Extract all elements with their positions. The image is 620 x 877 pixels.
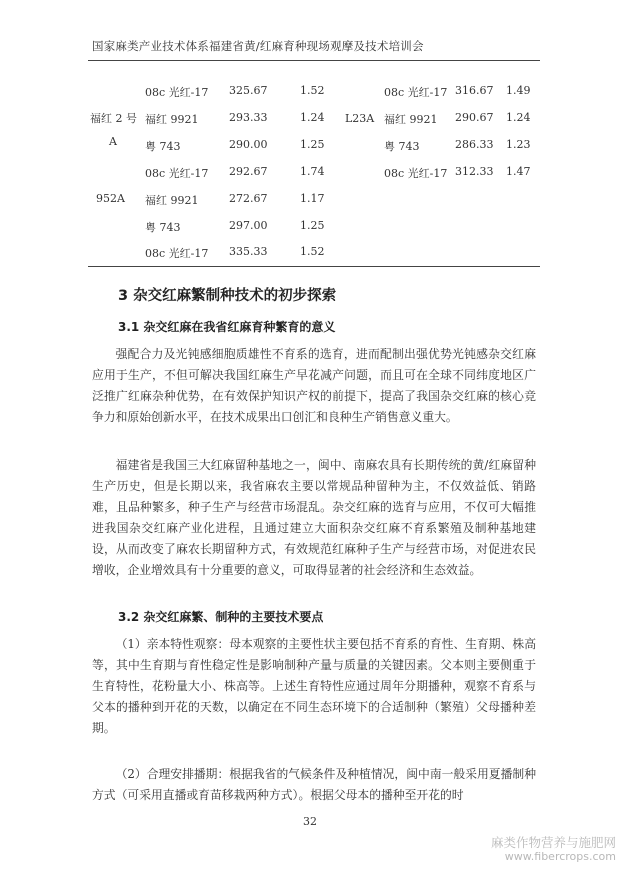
table-cell-ratio: 1.49 xyxy=(506,84,531,97)
table-cell-value: 293.33 xyxy=(229,111,268,124)
table-cell-ratio: 1.74 xyxy=(300,165,325,178)
table-cell-value: 312.33 xyxy=(455,165,494,178)
page-number: 32 xyxy=(303,815,317,828)
table-cell-name: 粤 743 xyxy=(145,140,181,153)
table-cell-name: 福红 9921 xyxy=(384,113,438,126)
group-label-3: L23A xyxy=(345,112,375,125)
table-cell-name: 08c 光红-17 xyxy=(145,86,209,99)
data-table xyxy=(0,0,620,270)
table-cell-value: 286.33 xyxy=(455,138,494,151)
table-cell-value: 297.00 xyxy=(229,219,268,232)
table-cell-name: 08c 光红-17 xyxy=(145,167,209,180)
paragraph: （2）合理安排播期：根据我省的气候条件及种植情况，闽中南一般采用夏播制种方式（可采用直播或育苗移栽两种方式）。根据父母本的播种至开花的时 xyxy=(92,767,536,802)
table-cell-value: 316.67 xyxy=(455,84,494,97)
group-label-2: 952A xyxy=(96,192,125,205)
watermark-url: www.fibercrops.com xyxy=(504,850,616,863)
table-bottom-rule xyxy=(88,266,540,267)
table-cell-ratio: 1.17 xyxy=(300,192,325,205)
table-cell-value: 292.67 xyxy=(229,165,268,178)
table-cell-ratio: 1.24 xyxy=(300,111,325,124)
table-cell-ratio: 1.52 xyxy=(300,245,325,258)
running-header: 国家麻类产业技术体系福建省黄/红麻育种现场观摩及技术培训会 xyxy=(92,39,424,53)
table-cell-value: 290.00 xyxy=(229,138,268,151)
table-cell-name: 08c 光红-17 xyxy=(384,86,448,99)
subsection-title-3-2: 3.2 杂交红麻繁、制种的主要技术要点 xyxy=(118,610,324,624)
table-cell-ratio: 1.52 xyxy=(300,84,325,97)
table-cell-value: 325.67 xyxy=(229,84,268,97)
section-title: 3 杂交红麻繁制种技术的初步探索 xyxy=(118,288,337,304)
watermark-site-name: 麻类作物营养与施肥网 xyxy=(490,835,616,850)
table-cell-ratio: 1.47 xyxy=(506,165,531,178)
table-cell-ratio: 1.23 xyxy=(506,138,531,151)
subsection-title-3-1: 3.1 杂交红麻在我省红麻育种繁育的意义 xyxy=(118,320,336,334)
table-cell-value: 335.33 xyxy=(229,245,268,258)
table-cell-name: 08c 光红-17 xyxy=(145,247,209,260)
table-cell-ratio: 1.25 xyxy=(300,219,325,232)
table-cell-name: 粤 743 xyxy=(384,140,420,153)
paragraph: 强配合力及光钝感细胞质雄性不育系的选育，进而配制出强优势光钝感杂交红麻应用于生产，不但可解决我国红麻生产早花减产问题，而且可在全球不同纬度地区广泛推广红麻杂种优势，在有效保护知识产权的前提下，提高了我国杂交红麻的核心竞争力和原始创新水平，在技术成果出口创汇和良种生产销售意义重大。 xyxy=(92,347,536,424)
paragraph: 福建省是我国三大红麻留种基地之一，闽中、南麻农具有长期传统的黄/红麻留种生产历史，但是长期以来，我省麻农主要以常规品种留种为主，不仅效益低、销路难，且品种繁多，种子生产与经营市场混乱。杂交红麻的选育与应用，不仅可大幅推进我国杂交红麻产业化进程，且通过建立大面积杂交红麻不育系繁殖及制种基地建设，从而改变了麻农长期留种方式，有效规范红麻种子生产与经营市场，对促进农民增收，企业增效具有十分重要的意义，可取得显著的社会经济和生态效益。 xyxy=(92,458,536,577)
table-cell-name: 福红 9921 xyxy=(145,113,199,126)
group-label-1b: A xyxy=(109,135,117,148)
table-cell-name: 08c 光红-17 xyxy=(384,167,448,180)
table-cell-value: 290.67 xyxy=(455,111,494,124)
site-watermark xyxy=(466,836,616,864)
table-cell-name: 粤 743 xyxy=(145,221,181,234)
group-label-1: 福红 2 号 xyxy=(90,112,137,125)
table-cell-ratio: 1.24 xyxy=(506,111,531,124)
table-cell-ratio: 1.25 xyxy=(300,138,325,151)
table-cell-name: 福红 9921 xyxy=(145,194,199,207)
table-cell-value: 272.67 xyxy=(229,192,268,205)
paragraph: （1）亲本特性观察：母本观察的主要性状主要包括不育系的育性、生育期、株高等，其中生育期与育性稳定性是影响制种产量与质量的关键因素。父本则主要侧重于生育特性，花粉量大小、株高等。上述生育特性应通过周年分期播种，观察不育系与父本的播种到开花的天数，以确定在不同生态环境下的合适制种（繁殖）父母播种差期。 xyxy=(92,637,536,735)
